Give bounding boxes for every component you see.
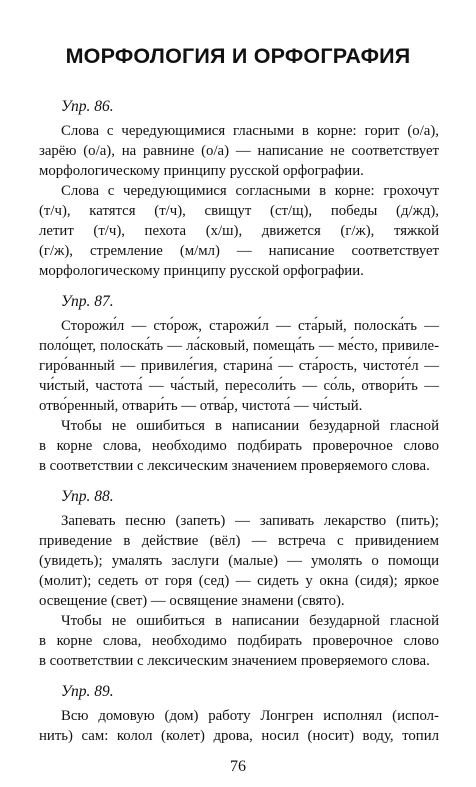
- text-line: отво́ренный, отвари́ть — отва́р, чистота́ — чи́стый.: [39, 398, 363, 414]
- text-line: (г/ж), стремление (м/мл) — написание соответствует: [39, 243, 439, 259]
- page-number: 76: [230, 758, 246, 775]
- text-line: морфологическому принципу русской орфографии.: [39, 263, 364, 279]
- text-line: в корне слова, необходимо подбирать проверочное слово: [39, 633, 439, 649]
- text-line: морфологическому принципу русской орфографии.: [39, 163, 364, 179]
- text-line: летит (т/ч), пехота (х/ш), движется (г/ж), тяжкой: [39, 223, 439, 239]
- text-line: в соответствии с лексическим значением проверяемого слова.: [39, 458, 430, 474]
- text-line: Чтобы не ошибиться в написании безударной гласной: [61, 613, 439, 629]
- exercise-label: Упр. 86.: [61, 98, 114, 115]
- text-line: Запевать песню (запеть) — запивать лекарство (пить);: [61, 513, 439, 529]
- text-line: освещение (свет) — освящение знамени (свято).: [39, 593, 345, 609]
- text-line: Сторожи́л — сто́рож, старожи́л — ста́рый, полоска́ть —: [61, 318, 439, 334]
- text-line: в корне слова, необходимо подбирать проверочное слово: [39, 438, 439, 454]
- text-line: Всю домовую (дом) работу Лонгрен исполнял (испол-: [61, 708, 439, 724]
- text-line: Слова с чередующимися гласными в корне: горит (о/а),: [61, 123, 439, 139]
- text-line: (молит); седеть от горя (сед) — сидеть у окна (сидя); яркое: [39, 573, 439, 589]
- exercise-label: Упр. 89.: [61, 683, 114, 700]
- text-line: Слова с чередующимися согласными в корне: грохочут: [61, 183, 439, 199]
- text-line: приведение в действие (вёл) — встреча с привидением: [39, 533, 439, 549]
- text-line: Чтобы не ошибиться в написании безударной гласной: [61, 418, 439, 434]
- text-line: зарёю (о/а), на равнине (о/а) — написание не соответствует: [39, 143, 439, 159]
- exercise-label: Упр. 88.: [61, 488, 114, 505]
- page-title: МОРФОЛОГИЯ И ОРФОГРАФИЯ: [65, 44, 411, 68]
- exercise-label: Упр. 87.: [61, 293, 114, 310]
- text-line: (т/ч), катятся (т/ч), свищут (ст/щ), победы (д/жд),: [39, 203, 439, 219]
- text-line: гиро́ванный — привиле́гия, старина́ — ста́рость, чистоте́л —: [39, 358, 439, 374]
- text-line: чи́стый, частота́ — ча́стый, пересоли́ть — со́ль, отвори́ть —: [39, 378, 439, 394]
- text-line: поло́щет, полоска́ть — ла́сковый, помеща́ть — ме́сто, привиле-: [39, 338, 439, 354]
- text-line: (увидеть); умалять заслуги (малые) — умолять о помощи: [39, 553, 439, 569]
- text-line: нить) сам: колол (колет) дрова, носил (носит) воду, топил: [39, 728, 439, 744]
- text-line: в соответствии с лексическим значением проверяемого слова.: [39, 653, 430, 669]
